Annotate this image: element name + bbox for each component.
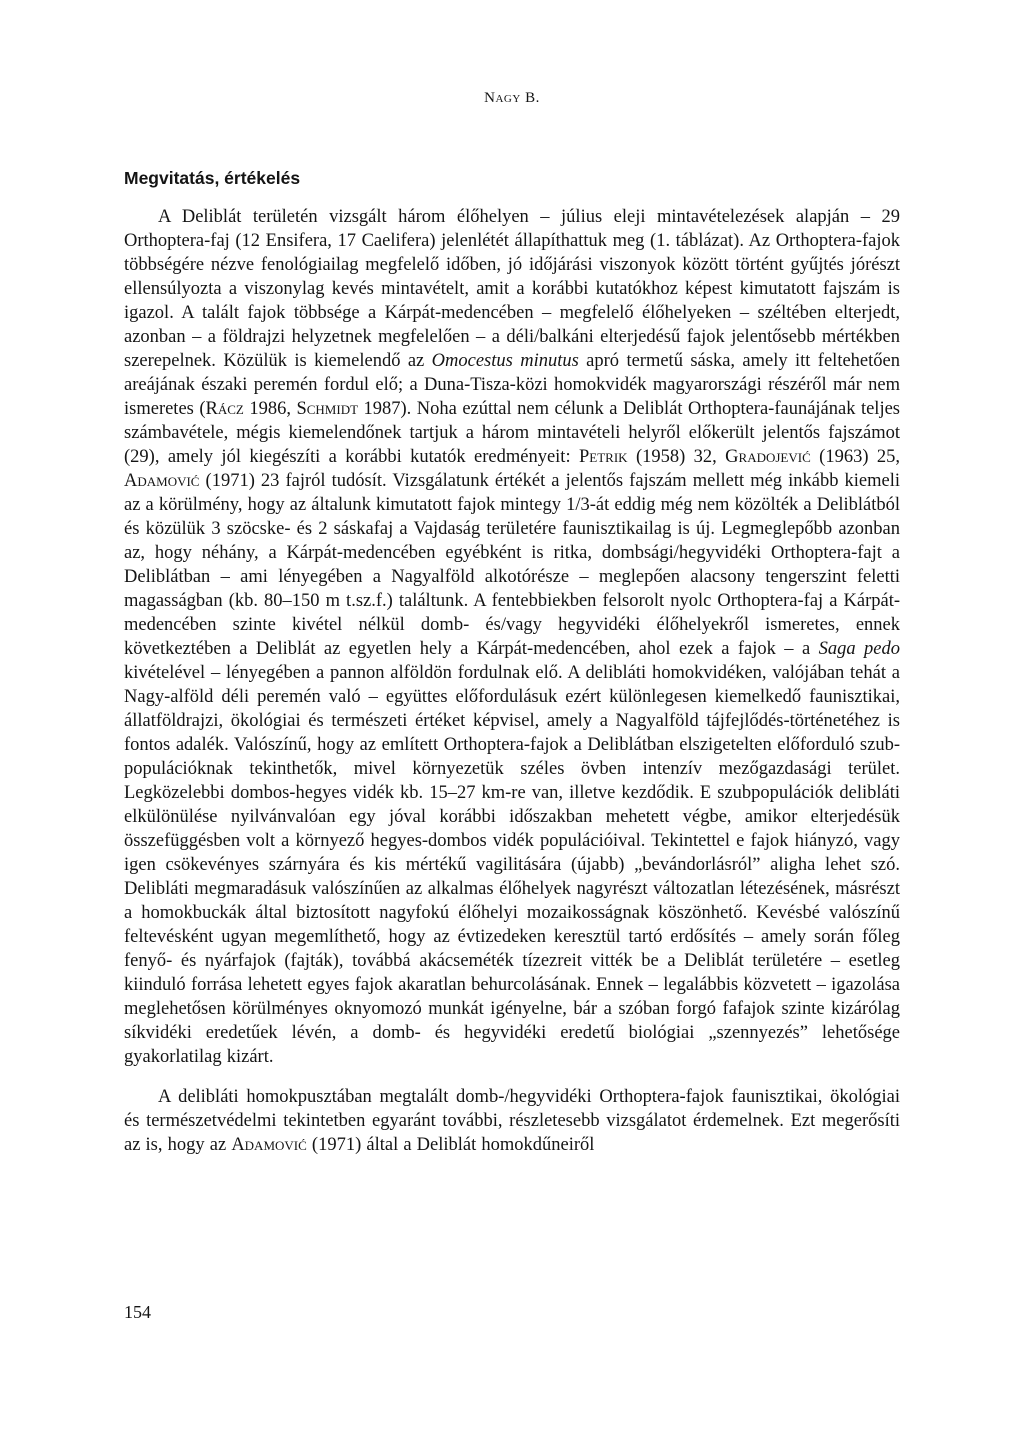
text-run: A Deliblát területén vizsgált három élőhelyen – július eleji mintavételezések alapján – 29 Orthoptera-faj (12 Ensifera, 17 Caelifera) jelenlétét állapíthattuk meg (1. táblázat). Az Orthoptera-fajok többségére nézve fenológiailag megfelelő időben, jó időjárási viszonyok között történt gyűjtés jórészt ellensúlyozta a viszonylag kevés mintavételt, amit a korábbi kutatókhoz képest kimutatott fajszám is igazol. A talált fajok többsége a Kárpát-medencében – megfelelő élőhelyeken – széltében elterjedt, azonban – a földrajzi helyzetnek megfelelően – a déli/balkáni elterjedésű fajok jelentősebb mértékben szerepelnek. Közülük is kiemelendő az [124,207,900,371]
author-name: Adamović [231,1135,307,1155]
author-name: Petrik [578,447,628,467]
text-run: (1971) 23 fajról tudósít. Vizsgálatunk értékét a jelentős fajszám mellett még inkább kiemeli az a körülmény, hogy az általunk kimutatott fajok mintegy 1/3-át eddig még nem közölték a Deliblátból és közülük 3 szöcske- és 2 sáskafaj a Vajdaság területére faunisztikailag is új. Legmeglepőbb azonban az, hogy néhány, a Kárpát-medencében egyébként is ritka, dombsági/hegyvidéki Orthoptera-fajt a Deliblátban – ami lényegében a Nagyalföld alkotórésze – meglepően alacsony tengerszint feletti magasságban (kb. 80–150 m t.sz.f.) találtunk. A fentebbiekben felsorolt nyolc Orthoptera-faj a Kárpát-medencében szinte kivétel nélkül domb- és/vagy hegyvidéki élőhelyekről ismeretes, ennek következtében a Deliblát az egyetlen hely a Kárpát-medencében, ahol ezek a fajok – a [124,471,900,659]
text-run: 1987). Noha ezúttal nem célunk a Deliblát Orthoptera-faunájának teljes számbavétele, mégis kiemelendőnek tartjuk a három mintavételi helyről előkerült jelentős fajszámot (29), amely jól kiegészíti a korábbi kutatók eredményeit: [124,399,900,467]
species-name: Omocestus minutus [431,351,579,371]
page-number: 154 [124,1302,151,1322]
section-title: Megvitatás, értékelés [124,168,301,188]
body-text [124,205,900,1157]
author-name: Adamović [124,471,200,491]
paragraph-1 [124,205,900,1069]
author-name: Schmidt [296,399,359,419]
text-run: (1971) által a Deliblát homokdűneiről [306,1135,595,1155]
text-run: kivételével – lényegében a pannon alföldön fordulnak elő. A delibláti homokvidéken, valójában tehát a Nagy-alföld déli peremén való – együttes előfordulásuk ezért különlegesen kiemelkedő faunisztikai, állatföldrajzi, ökológiai és természeti értéket képvisel, amely a Nagyalföld tájfejlődés-történetéhez is fontos adalék. Valószínű, hogy az említett Orthoptera-fajok a Deliblátban elszigetelten előforduló szub-populációknak tekinthetők, mivel környezetük széles övben intenzív mezőgazdasági terület. Legközelebbi dombos-hegyes vidék kb. 15–27 km-re van, illetve kezdődik. E szubpopulációk delibláti elkülönülése nyilvánvalóan egy jóval korábbi időszakban mehetett végbe, amikor elterjedésük összefüggésben volt a környező hegyes-dombos vidék populációival. Tekintettel e fajok hiányzó, vagy igen csökevényes szárnyára és kis mértékű vagilitására (újabb) „bevándorlásról” aligha lehet szó. Delibláti megmaradásuk valószínűen az alkalmas élőhelyek nagyrészt változatlan létezésének, másrészt a homokbuckák által biztosított nagyfokú élőhelyi mozaikosságnak köszönhető. Kevésbé valószínű feltevésként ugyan megemlíthető, hogy az évtizedeken keresztül tartó erdősítés – amely során főleg fenyő- és nyárfajok (fajták), továbbá akácseméték tízezreit vitték be a Deliblát területére – esetleg kiinduló forrása lehetett egyes fajok akaratlan behurcolásának. Ennek – legalábbis közvetett – igazolása meglehetősen körülményes oknyomozó munkát igényelne, bár a szóban forgó fafajok szinte kizárólag síkvidéki eredetűek lévén, a domb- és hegyvidéki eredetű biológiai „szennyezés” lehetősége gyakorlatilag kizárt. [124,663,900,1067]
running-head: Nagy B. [484,90,540,106]
text-run: A delibláti homokpusztában megtalált domb-/hegyvidéki Orthoptera-fajok faunisztikai, ökológiai és természetvédelmi tekintetben egyaránt további, részletesebb vizsgálatot érdemelnek. Ezt megerősíti az is, hogy az [124,1087,900,1155]
author-name: Gradojević [725,447,811,467]
author-name: Rácz [205,399,244,419]
paragraph-2 [124,1085,900,1157]
text-run: (1963) 25, [810,447,900,467]
text-run: (1958) 32, [627,447,726,467]
species-name: Saga pedo [818,639,900,659]
text-run: apró termetű sáska, amely itt feltehetően areájának északi peremén fordul elő; a Duna-Tisza-közi homokvidék magyarországi részéről már nem ismeretes ( [124,351,900,419]
text-run: 1986, [243,399,297,419]
